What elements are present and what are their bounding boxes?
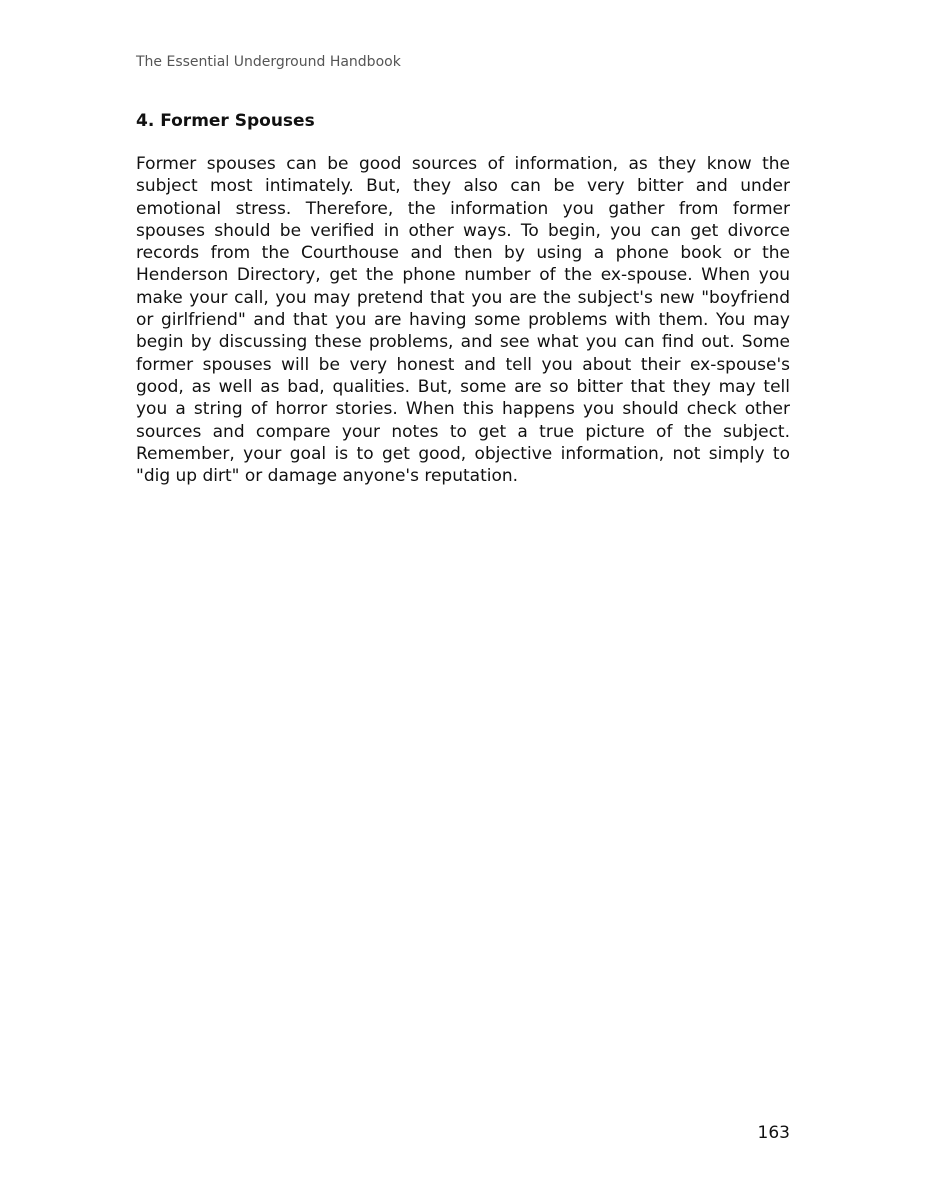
running-header: The Essential Underground Handbook bbox=[136, 54, 401, 70]
section-heading: 4. Former Spouses bbox=[136, 111, 315, 131]
page-number: 163 bbox=[757, 1123, 790, 1143]
body-paragraph: Former spouses can be good sources of information, as they know the subject most intimately. But, they also can be very bitter and under emotional stress. Therefore, the information you gather from former spouses should be verified in other ways. To begin, you can get divorce records from the Courthouse and then by using a phone book or the Henderson Directory, get the phone number of the ex-spouse. When you make your call, you may pretend that you are the subject's new "boyfriend or girlfriend" and that you are having some problems with them. You may begin by discussing these problems, and see what you can find out. Some former spouses will be very honest and tell you about their ex-spouse's good, as well as bad, qualities. But, some are so bitter that they may tell you a string of horror stories. When this happens you should check other sources and compare your notes to get a true picture of the subject. Remember, your goal is to get good, objective information, not simply to "dig up dirt" or damage anyone's reputation. bbox=[136, 154, 790, 487]
